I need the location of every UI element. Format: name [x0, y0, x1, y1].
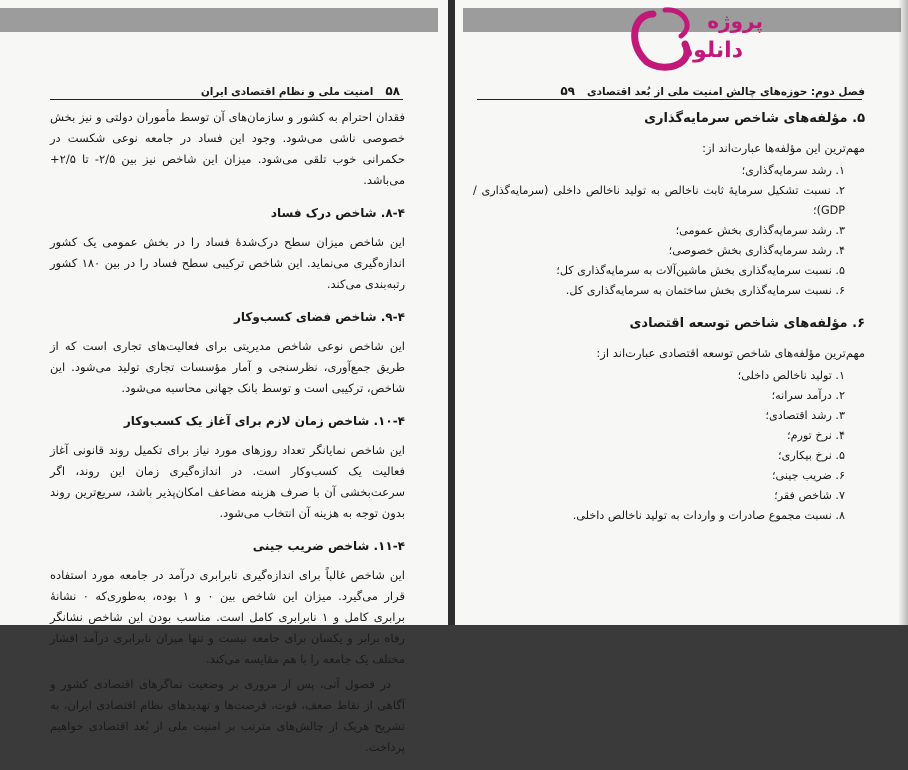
section-text: این شاخص نوعی شاخص مدیریتی برای فعالیت‌های تجاری است که از طریق جمع‌آوری، نظرسنجی و آمار مؤسسات تجاری تولید می‌شود. این شاخص، ترکیبی است و توسط بانک جهانی محاسبه می‌شود. — [50, 339, 405, 395]
development-components-list — [473, 366, 865, 526]
section-intro: مهم‌ترین مؤلفه‌های شاخص توسعه اقتصادی عبارت‌اند از: — [596, 346, 865, 360]
scan-top-band — [0, 8, 438, 32]
list-item: ۸. نسبت مجموع صادرات و واردات به تولید ناخالص داخلی. — [572, 509, 845, 522]
list-item: ۱. تولید ناخالص داخلی؛ — [737, 369, 845, 382]
page-edge-shadow — [898, 0, 908, 625]
right-body — [473, 104, 865, 538]
section-heading: ۹-۴. شاخص فضای کسب‌وکار — [234, 310, 405, 324]
running-header — [475, 84, 865, 98]
running-title: فصل دوم: حوزه‌های چالش امنیت ملی از بُعد اقتصادی — [586, 86, 865, 98]
list-item: ۵. نرخ بیکاری؛ — [778, 449, 845, 462]
list-item: ۶. نسبت سرمایه‌گذاری بخش ساختمان به سرمایه‌گذاری کل. — [565, 284, 845, 297]
watermark-logo — [625, 4, 775, 72]
left-body — [50, 107, 405, 770]
closing-paragraph: در فصول آتی، پس از مروری بر وضعیت نماگرهای اقتصادی کشور و آگاهی از نقاط ضعف، قوت، فرصت‌ها و تهدیدهای نظام اقتصادی ایران، به تشریح هریک از چالش‌های مترتب بر امنیت ملی از بُعد اقتصادی خواهیم پرداخت. — [50, 677, 405, 754]
section-heading: ۸-۴. شاخص درک فساد — [270, 206, 405, 220]
list-item: ۵. نسبت سرمایه‌گذاری بخش ماشین‌آلات به سرمایه‌گذاری کل؛ — [556, 264, 845, 277]
section-text: این شاخص نمایانگر تعداد روزهای مورد نیاز برای تکمیل روند قانونی آغاز فعالیت یک کسب‌وکار است. در اندازه‌گیری زمان این روند، اگر سرعت‌بخشی آن با صرف هزینه مضاعف امکان‌پذیر باشد، سریع‌ترین روند بدون توجه به هزینه آن انتخاب می‌شود. — [50, 443, 405, 520]
list-item: ۴. رشد سرمایه‌گذاری بخش خصوصی؛ — [668, 244, 845, 257]
left-page — [0, 0, 448, 754]
section-heading: ۶. مؤلفه‌های شاخص توسعه اقتصادی — [629, 316, 865, 331]
list-item: ۱. رشد سرمایه‌گذاری؛ — [741, 164, 845, 177]
list-item: ۶. ضریب جینی؛ — [771, 469, 845, 482]
list-item: ۳. رشد سرمایه‌گذاری بخش عمومی؛ — [675, 224, 845, 237]
list-item: ۲. نسبت تشکیل سرمایهٔ ثابت ناخالص به تولید ناخالص داخلی (سرمایه‌گذاری / GDP)؛ — [473, 184, 845, 217]
section-heading: ۱۰-۴. شاخص زمان لازم برای آغاز یک کسب‌وکار — [123, 414, 405, 428]
section-heading: ۵. مؤلفه‌های شاخص سرمایه‌گذاری — [644, 111, 865, 126]
investment-components-list — [473, 161, 865, 301]
header-rule — [50, 99, 403, 100]
running-header — [50, 84, 400, 98]
page-number: ۵۸ — [385, 84, 400, 98]
header-rule — [477, 99, 862, 100]
logo-text-bottom: دانلود — [681, 38, 743, 63]
section-text: این شاخص میزان سطح درک‌شدهٔ فساد را در بخش عمومی یک کشور اندازه‌گیری می‌نماید. این شاخص ترکیبی سطح فساد را در بین ۱۸۰ کشور رتبه‌بندی می‌کند. — [50, 235, 405, 291]
right-page — [455, 0, 908, 625]
list-item: ۴. نرخ تورم؛ — [787, 429, 845, 442]
section-text: این شاخص غالباً برای اندازه‌گیری نابرابری درآمد در جامعه مورد استفاده قرار می‌گیرد. میزان این شاخص بین ۰ و ۱ بوده، به‌طوری‌که ۰ نشانهٔ برابری کامل و ۱ نابرابری کامل است. مناسب بودن این شاخص نشانگر رفاه برابر و یکسان برای جامعه نیست و تنها میزان نابرابری درآمد اقشار مختلف یک جامعه را با هم مقایسه می‌کند. — [50, 568, 406, 666]
intro-paragraph: فقدان احترام به کشور و سازمان‌های آن توسط مأموران دولتی و نیز بخش خصوصی ناشی می‌شود. وجود این فساد در جامعه نوعی شکست در حکمرانی خوب تلقی می‌شود. میزان این شاخص نیز بین ۲/۵- تا ۲/۵+ می‌باشد. — [50, 110, 406, 187]
section-intro: مهم‌ترین این مؤلفه‌ها عبارت‌اند از: — [702, 141, 865, 155]
page-number: ۵۹ — [560, 84, 575, 98]
logo-text-top: پروژه — [707, 9, 763, 33]
book-spine — [448, 0, 455, 625]
running-title: امنیت ملی و نظام اقتصادی ایران — [200, 86, 374, 98]
section-heading: ۱۱-۴. شاخص ضریب جینی — [252, 539, 405, 553]
list-item: ۲. درآمد سرانه؛ — [771, 389, 845, 402]
list-item: ۷. شاخص فقر؛ — [774, 489, 845, 502]
list-item: ۳. رشد اقتصادی؛ — [765, 409, 845, 422]
